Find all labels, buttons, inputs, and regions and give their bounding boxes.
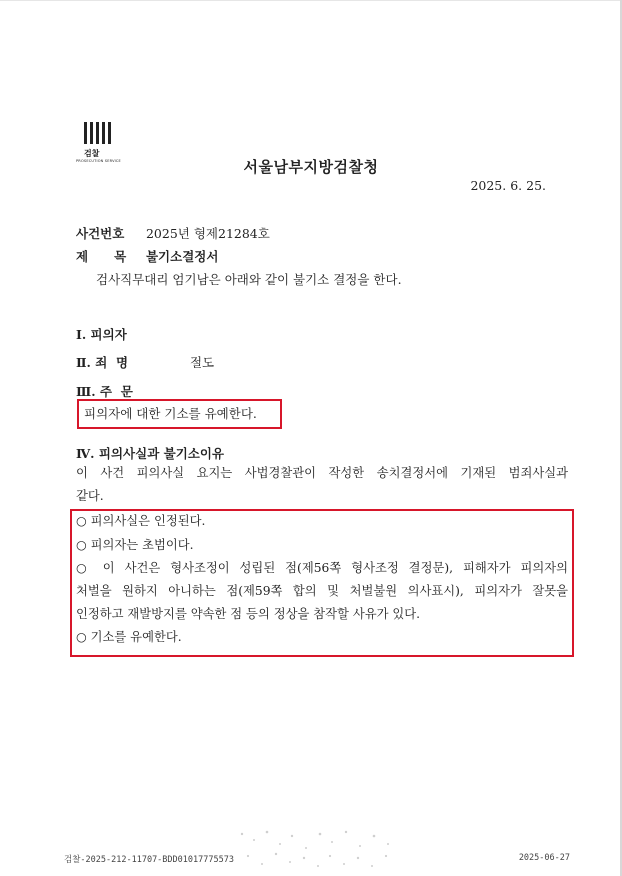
case-number-label: 사건번호 bbox=[76, 226, 125, 241]
facts-summary-line1: 이 사건 피의사실 요지는 사법경찰관이 작성한 송치결정서에 기재된 범죄사실과 bbox=[76, 466, 568, 480]
charge-value: 절도 bbox=[189, 355, 215, 370]
disposition-text: 피의자에 대한 기소를 유예한다. bbox=[84, 406, 257, 421]
section-facts-title: Ⅳ. 피의사실과 불기소이유 bbox=[76, 446, 224, 461]
document-date: 2025. 6. 25. bbox=[470, 178, 546, 193]
case-title-value: 불기소결정서 bbox=[145, 249, 219, 264]
case-title-label: 제 목 bbox=[76, 249, 127, 264]
case-number-value: 2025년 형제21284호 bbox=[145, 226, 270, 241]
reason-item-3-line1: ○ 이 사건은 형사조정이 성립된 점(제56쪽 형사조정 결정문), 피해자가 피의자의 bbox=[76, 561, 568, 575]
logo-bars-icon bbox=[84, 122, 122, 144]
reason-item-4: ○ 기소를 유예한다. bbox=[76, 630, 182, 644]
reason-item-3-line2: 처벌을 원하지 아니하는 점(제59쪽 합의 및 처벌불원 의사표시), 피의자가 잘못을 bbox=[76, 584, 568, 598]
logo-subtext: PROSECUTION SERVICE bbox=[76, 159, 121, 163]
security-pattern-watermark bbox=[232, 826, 402, 872]
case-number-row bbox=[76, 224, 270, 242]
charge-row bbox=[76, 353, 214, 371]
logo-text: 검찰 bbox=[84, 149, 100, 158]
case-title-row bbox=[76, 247, 218, 265]
reason-item-1: ○ 피의사실은 인정된다. bbox=[76, 514, 206, 528]
office-title: 서울남부지방검찰청 bbox=[243, 158, 379, 176]
print-date: 2025-06-27 bbox=[518, 853, 570, 863]
reason-item-2: ○ 피의자는 초범이다. bbox=[76, 538, 194, 552]
section-disposition-title: Ⅲ. 주 문 bbox=[76, 384, 133, 399]
document-id: 검찰-2025-212-11707-BDD01017775573 bbox=[64, 855, 234, 865]
charge-label: Ⅱ. 죄 명 bbox=[76, 355, 129, 370]
reason-item-3-line3: 인정하고 재발방지를 약속한 점 등의 정상을 참작할 사유가 있다. bbox=[76, 607, 421, 621]
decision-intro: 검사직무대리 엄기남은 아래와 같이 불기소 결정을 한다. bbox=[96, 272, 402, 287]
section-suspect-title: Ⅰ. 피의자 bbox=[76, 327, 127, 342]
page-top-edge bbox=[0, 0, 622, 1]
facts-summary-line2: 같다. bbox=[76, 489, 104, 503]
